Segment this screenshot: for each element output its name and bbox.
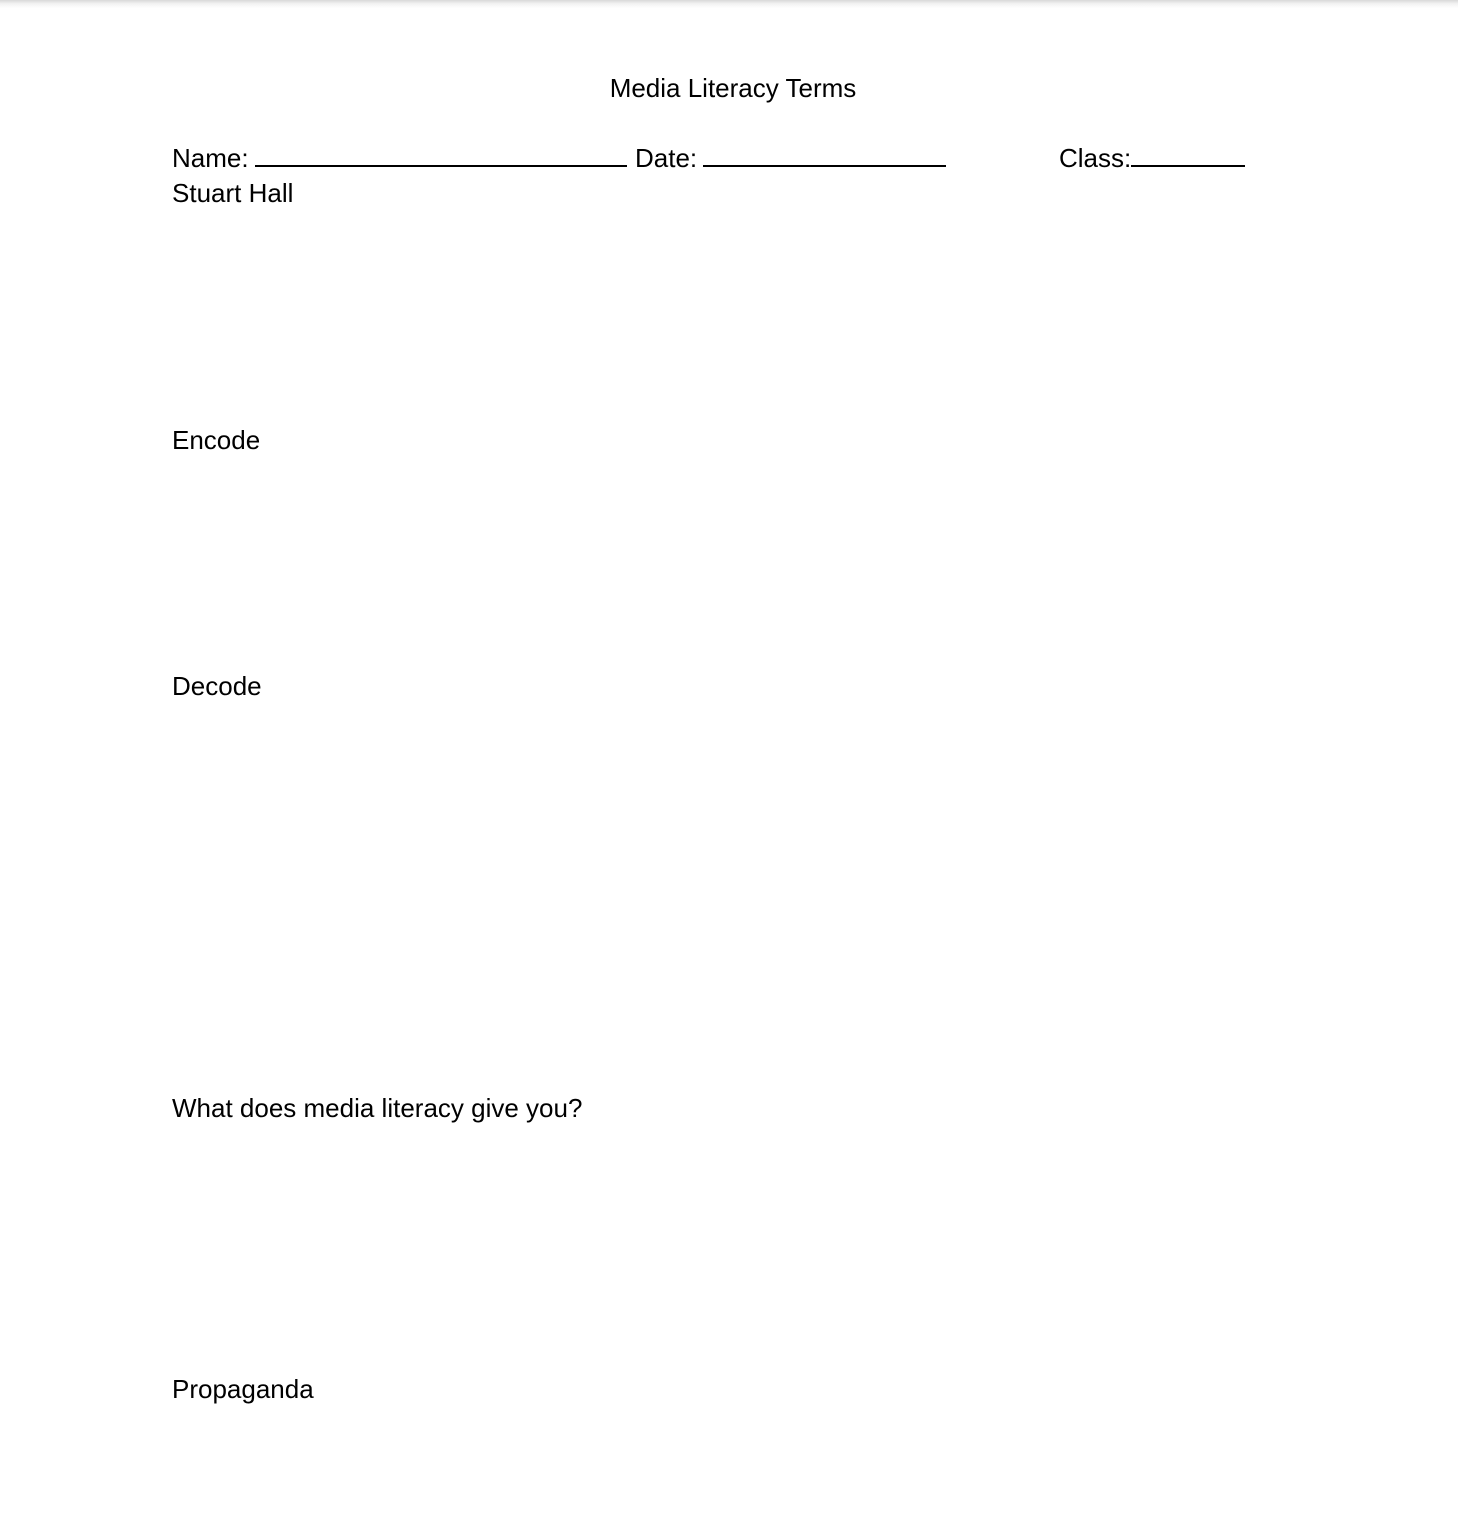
- class-field: [1059, 140, 1245, 176]
- date-label: Date:: [635, 143, 698, 173]
- name-field: [172, 140, 627, 176]
- name-label: Name:: [172, 143, 249, 173]
- date-field: [635, 140, 946, 176]
- class-label: Class:: [1059, 143, 1132, 173]
- question-media-literacy: What does media literacy give you?: [172, 1093, 583, 1123]
- class-blank-line: [1131, 143, 1245, 167]
- term-stuart-hall: Stuart Hall: [172, 178, 294, 208]
- document-title: Media Literacy Terms: [609, 73, 857, 103]
- term-decode: Decode: [172, 671, 262, 701]
- name-blank-line: [255, 143, 627, 167]
- date-blank-line: [703, 143, 946, 167]
- term-encode: Encode: [172, 425, 261, 455]
- term-propaganda: Propaganda: [172, 1374, 314, 1404]
